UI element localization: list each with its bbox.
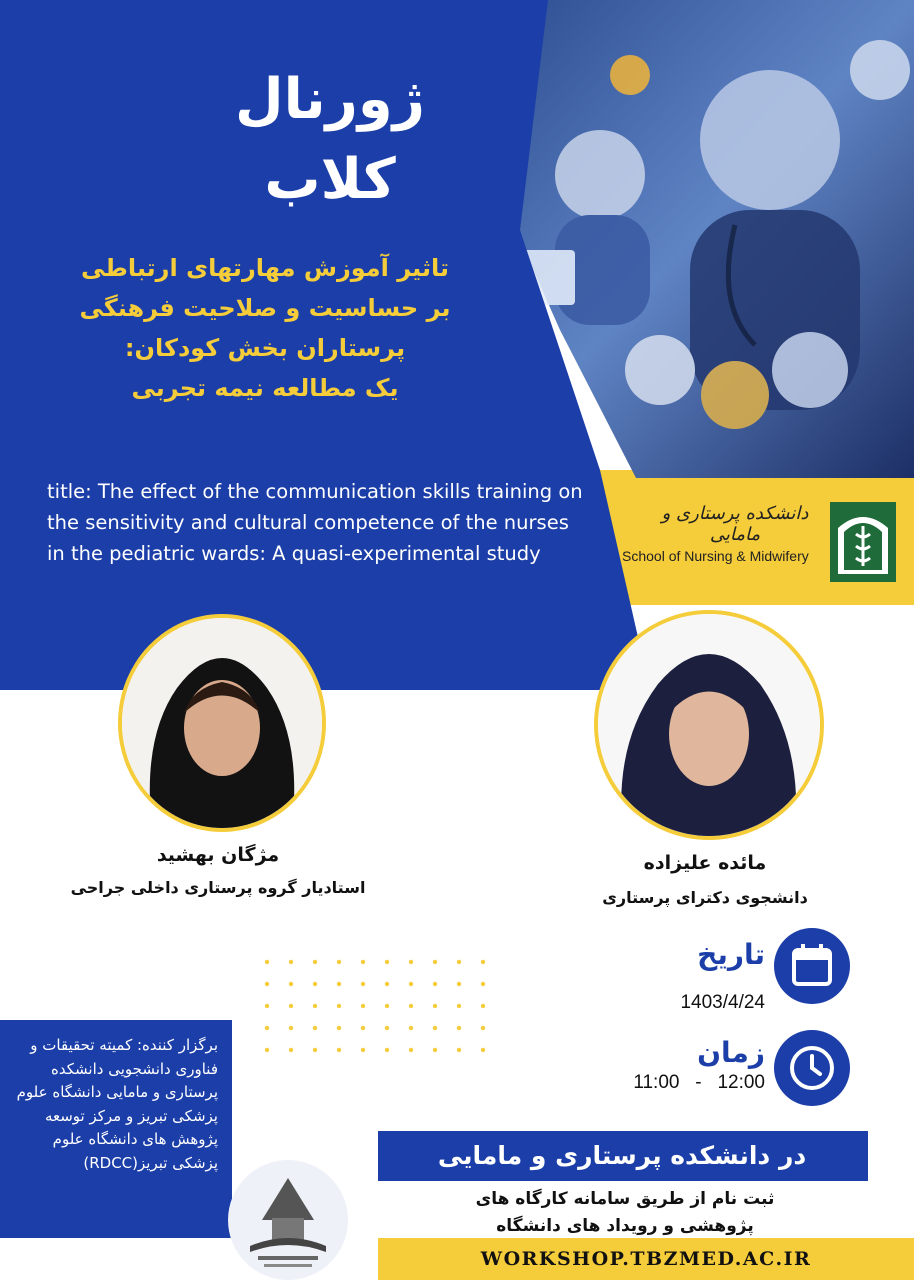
decorative-dot	[385, 960, 389, 964]
subtitle-line-2: بر حساسیت و صلاحیت فرهنگی	[79, 294, 451, 322]
decorative-dot	[361, 1026, 365, 1030]
speaker-1-role: استادیار گروه پرستاری داخلی جراحی	[70, 878, 366, 897]
speaker-1-photo	[122, 618, 322, 828]
decorative-dot	[433, 1004, 437, 1008]
clock-icon-circle	[774, 1030, 850, 1106]
decorative-dot	[337, 1004, 341, 1008]
speaker-2-name: مائده علیزاده	[643, 852, 767, 874]
time-label: زمان	[697, 1036, 765, 1069]
decorative-dot	[433, 960, 437, 964]
speaker-2-avatar	[594, 610, 824, 840]
decorative-dot	[289, 1026, 293, 1030]
date-value: 1403/4/24	[680, 992, 765, 1013]
decorative-dot	[409, 982, 413, 986]
decorative-dot	[457, 1026, 461, 1030]
decorative-dot	[481, 1004, 485, 1008]
decorative-dot	[289, 1004, 293, 1008]
decorative-dot	[409, 960, 413, 964]
organizer-text: برگزار کننده: کمیته تحقیقات و فناوری دانشجویی دانشکده پرستاری و مامایی دانشگاه علوم پزشکی تبریز و مرکز توسعه پژوهش های دانشگاه علوم پزشکی تبریز(RDCC)	[16, 1036, 218, 1172]
committee-logo-icon	[228, 1160, 348, 1280]
persian-subtitle	[20, 248, 510, 408]
decorative-dot	[385, 1026, 389, 1030]
university-logo-icon	[828, 500, 898, 584]
english-title: title: The effect of the communication skills training on the sensitivity and cultural competence of the nurses in the pediatric wards: A quasi-experimental study	[47, 480, 583, 565]
speaker-1-avatar	[118, 614, 326, 832]
registration-url[interactable]: WORKSHOP.TBZMED.AC.IR	[480, 1248, 812, 1270]
decorative-dot	[361, 982, 365, 986]
subtitle-line-1: تاثیر آموزش مهارتهای ارتباطی	[80, 254, 450, 282]
decorative-dot	[313, 1048, 317, 1052]
decorative-dot	[289, 1048, 293, 1052]
decorative-dot	[337, 960, 341, 964]
decorative-dot	[385, 1048, 389, 1052]
time-value: 11:00 - 12:00	[633, 1072, 765, 1093]
decorative-dot	[457, 960, 461, 964]
speaker-1-name: مژگان بهشید	[156, 844, 280, 866]
decorative-dot	[313, 1026, 317, 1030]
decorative-dot	[409, 1048, 413, 1052]
calendar-icon-circle	[774, 928, 850, 1004]
school-name-en: School of Nursing & Midwifery	[622, 548, 809, 564]
decorative-dot	[409, 1026, 413, 1030]
registration-line-1: ثبت نام از طریق سامانه کارگاه های	[475, 1189, 775, 1209]
decorative-dot	[481, 982, 485, 986]
decorative-dot	[433, 1048, 437, 1052]
decorative-dot	[385, 1004, 389, 1008]
decorative-dot	[337, 1048, 341, 1052]
subtitle-line-3: پرستاران بخش کودکان:	[124, 334, 406, 362]
decorative-dot	[313, 982, 317, 986]
journal-club-title	[215, 60, 445, 220]
subtitle-line-4: یک مطالعه نیمه تجربی	[131, 374, 399, 402]
decorative-dot	[433, 1026, 437, 1030]
decorative-dot	[481, 960, 485, 964]
decorative-dot	[457, 1004, 461, 1008]
decorative-dot	[265, 1026, 269, 1030]
clock-icon	[774, 1030, 850, 1106]
decorative-dot	[361, 1048, 365, 1052]
decorative-dot	[265, 982, 269, 986]
registration-info	[380, 1186, 870, 1240]
decorative-dot	[361, 960, 365, 964]
decorative-dot	[481, 1048, 485, 1052]
calendar-icon	[774, 928, 850, 1004]
decorative-dot	[289, 982, 293, 986]
decorative-dot	[265, 1004, 269, 1008]
decorative-dot	[457, 982, 461, 986]
date-label: تاریخ	[697, 938, 765, 971]
decorative-dot	[385, 982, 389, 986]
venue-text: در دانشکده پرستاری و مامایی	[437, 1141, 807, 1170]
decorative-dot	[337, 982, 341, 986]
decorative-dot	[313, 960, 317, 964]
decorative-dot-grid	[263, 958, 489, 1058]
speaker-2-photo	[598, 614, 820, 836]
decorative-dot	[433, 982, 437, 986]
decorative-dot	[265, 960, 269, 964]
decorative-dot	[457, 1048, 461, 1052]
committee-logo	[228, 1160, 348, 1280]
decorative-dot	[409, 1004, 413, 1008]
decorative-dot	[361, 1004, 365, 1008]
decorative-dot	[337, 1026, 341, 1030]
title-line-2: کلاب	[264, 147, 396, 212]
registration-line-2: پژوهشی و رویداد های دانشگاه	[496, 1216, 754, 1236]
decorative-dot	[289, 960, 293, 964]
decorative-dot	[265, 1048, 269, 1052]
title-line-1: ژورنال	[235, 67, 425, 132]
decorative-dot	[481, 1026, 485, 1030]
speaker-2-role: دانشجوی دکترای پرستاری	[602, 888, 808, 907]
school-name-fa: دانشکده پرستاری و مامایی	[661, 503, 809, 545]
decorative-dot	[313, 1004, 317, 1008]
